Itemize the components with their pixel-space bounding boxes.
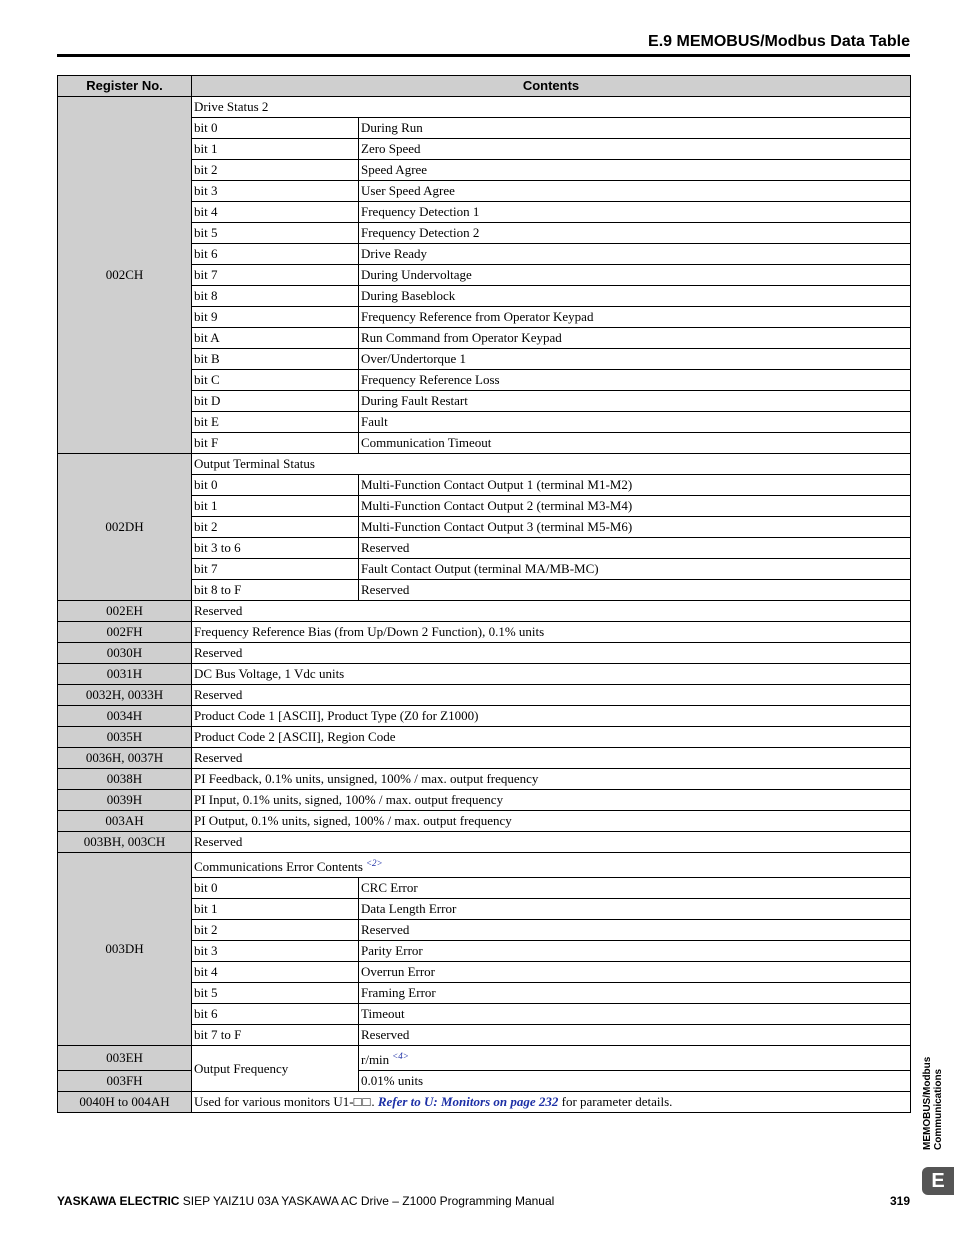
table-row (58, 853, 911, 878)
bit-label-cell: bit C (192, 370, 359, 391)
unit-text: r/min (361, 1052, 390, 1067)
bit-label-cell: bit 4 (192, 202, 359, 223)
page-number: 319 (889, 1194, 910, 1208)
unit-text: 0.01% units (361, 1073, 424, 1088)
contents-cell: Reserved (192, 601, 911, 622)
contents-cell: Product Code 1 [ASCII], Product Type (Z0 for Z1000) (192, 706, 911, 727)
table-row (58, 1046, 911, 1071)
table-row (58, 685, 911, 706)
register-cell: 0040H to 004AH (58, 1092, 192, 1113)
table-row (58, 1092, 911, 1113)
table-row (58, 622, 911, 643)
bit-description-cell: Reserved (359, 580, 911, 601)
table-row (58, 790, 911, 811)
bit-description-cell: Framing Error (359, 983, 911, 1004)
bit-label-cell: bit 3 (192, 941, 359, 962)
register-cell: 0032H, 0033H (58, 685, 192, 706)
bit-label-cell: bit 1 (192, 139, 359, 160)
bit-description-cell: Overrun Error (359, 962, 911, 983)
bit-description-cell: User Speed Agree (359, 181, 911, 202)
table-header-row (58, 76, 911, 97)
bit-description-cell: Speed Agree (359, 160, 911, 181)
contents-cell (192, 1092, 911, 1113)
bit-label-cell: bit A (192, 328, 359, 349)
group-title-cell (192, 853, 911, 878)
bit-description-cell: During Undervoltage (359, 265, 911, 286)
bit-description-cell: Zero Speed (359, 139, 911, 160)
register-cell: 002DH (58, 454, 192, 601)
bit-label-cell: bit 1 (192, 899, 359, 920)
side-tab-label (922, 1030, 944, 1150)
table-row (58, 643, 911, 664)
output-frequency-unit-cell (359, 1046, 911, 1071)
table-row (58, 97, 911, 118)
bit-label-cell: bit D (192, 391, 359, 412)
table-row (58, 811, 911, 832)
bit-label-cell: bit E (192, 412, 359, 433)
bit-label-cell: bit 0 (192, 118, 359, 139)
register-cell: 0034H (58, 706, 192, 727)
table-row (58, 454, 911, 475)
section-title: E.9 MEMOBUS/Modbus Data Table (648, 33, 910, 50)
bit-description-cell: Timeout (359, 1004, 911, 1025)
table-row (58, 832, 911, 853)
monitor-text: Used for various monitors U1- (194, 1094, 354, 1109)
footer-manual-title: SIEP YAIZ1U 03A YASKAWA AC Drive – Z1000 Programming Manual (179, 1194, 555, 1208)
contents-cell: Reserved (192, 832, 911, 853)
contents-cell: Reserved (192, 748, 911, 769)
table-row (58, 601, 911, 622)
register-cell: 0038H (58, 769, 192, 790)
table-body (58, 97, 911, 1113)
bit-description-cell: Frequency Detection 2 (359, 223, 911, 244)
contents-cell: Reserved (192, 643, 911, 664)
chapter-tab[interactable]: E (922, 1167, 954, 1195)
bit-label-cell: bit 7 (192, 559, 359, 580)
bit-description-cell: Communication Timeout (359, 433, 911, 454)
bit-description-cell: Data Length Error (359, 899, 911, 920)
bit-description-cell: Run Command from Operator Keypad (359, 328, 911, 349)
contents-cell: Frequency Reference Bias (from Up/Down 2 Function), 0.1% units (192, 622, 911, 643)
register-cell: 0036H, 0037H (58, 748, 192, 769)
group-title-cell (192, 454, 911, 475)
register-cell: 002FH (58, 622, 192, 643)
side-tab-label-line2: Communications (933, 1068, 944, 1150)
monitor-suffix-text: for parameter details. (558, 1094, 673, 1109)
bit-label-cell: bit 8 to F (192, 580, 359, 601)
register-cell: 003EH (58, 1046, 192, 1071)
bit-label-cell: bit B (192, 349, 359, 370)
footer (57, 1194, 910, 1208)
bit-description-cell: Multi-Function Contact Output 1 (terminal M1-M2) (359, 475, 911, 496)
bit-description-cell: Frequency Reference Loss (359, 370, 911, 391)
bit-description-cell: Frequency Reference from Operator Keypad (359, 307, 911, 328)
bit-label-cell: bit 5 (192, 983, 359, 1004)
bit-label-cell: bit 4 (192, 962, 359, 983)
bit-description-cell: Frequency Detection 1 (359, 202, 911, 223)
group-title: Drive Status 2 (194, 99, 269, 114)
bit-description-cell: During Baseblock (359, 286, 911, 307)
bit-description-cell: Fault (359, 412, 911, 433)
bit-label-cell: bit 7 (192, 265, 359, 286)
bit-description-cell: During Fault Restart (359, 391, 911, 412)
bit-description-cell: Reserved (359, 538, 911, 559)
bit-label-cell: bit 8 (192, 286, 359, 307)
group-title: Output Terminal Status (194, 456, 315, 471)
bit-description-cell: Reserved (359, 920, 911, 941)
bit-label-cell: bit 3 (192, 181, 359, 202)
bit-label-cell: bit 1 (192, 496, 359, 517)
bit-label-cell: bit 2 (192, 160, 359, 181)
group-title: Communications Error Contents (194, 859, 363, 874)
separator-text: . (371, 1094, 378, 1109)
bit-description-cell: Drive Ready (359, 244, 911, 265)
side-tab-label-line1: MEMOBUS/Modbus (922, 1056, 933, 1150)
register-cell: 0035H (58, 727, 192, 748)
footer-brand: YASKAWA ELECTRIC (57, 1194, 180, 1208)
table-row (58, 748, 911, 769)
bit-label-cell: bit 6 (192, 244, 359, 265)
contents-cell: PI Output, 0.1% units, signed, 100% / max. output frequency (192, 811, 911, 832)
register-cell: 003DH (58, 853, 192, 1046)
bit-label-cell: bit 2 (192, 920, 359, 941)
contents-cell: PI Input, 0.1% units, signed, 100% / max. output frequency (192, 790, 911, 811)
bit-description-cell: Multi-Function Contact Output 3 (terminal M5-M6) (359, 517, 911, 538)
bit-label-cell: bit 5 (192, 223, 359, 244)
table-row (58, 727, 911, 748)
bit-label-cell: bit 7 to F (192, 1025, 359, 1046)
contents-cell: DC Bus Voltage, 1 Vdc units (192, 664, 911, 685)
bit-description-cell: Fault Contact Output (terminal MA/MB-MC) (359, 559, 911, 580)
table-row (58, 706, 911, 727)
contents-cell: Product Code 2 [ASCII], Region Code (192, 727, 911, 748)
table-row (58, 664, 911, 685)
bit-label-cell: bit 0 (192, 878, 359, 899)
bit-description-cell: Reserved (359, 1025, 911, 1046)
register-table (57, 75, 911, 1113)
note-reference: <2> (365, 858, 383, 868)
register-cell: 002EH (58, 601, 192, 622)
bit-label-cell: bit F (192, 433, 359, 454)
group-title-cell (192, 97, 911, 118)
placeholder-boxes: □□ (353, 1094, 372, 1109)
bit-description-cell: Multi-Function Contact Output 2 (terminal M3-M4) (359, 496, 911, 517)
register-cell: 0031H (58, 664, 192, 685)
register-cell: 003BH, 003CH (58, 832, 192, 853)
bit-description-cell: Over/Undertorque 1 (359, 349, 911, 370)
bit-description-cell: Parity Error (359, 941, 911, 962)
table-row (58, 1071, 911, 1092)
register-cell: 003FH (58, 1071, 192, 1092)
output-frequency-label-cell: Output Frequency (192, 1046, 359, 1092)
output-frequency-unit-cell (359, 1071, 911, 1092)
bit-label-cell: bit 3 to 6 (192, 538, 359, 559)
contents-cell: PI Feedback, 0.1% units, unsigned, 100% / max. output frequency (192, 769, 911, 790)
bit-description-cell: During Run (359, 118, 911, 139)
bit-label-cell: bit 9 (192, 307, 359, 328)
title-rule (57, 54, 910, 57)
bit-label-cell: bit 2 (192, 517, 359, 538)
register-cell: 003AH (58, 811, 192, 832)
register-cell: 0030H (58, 643, 192, 664)
bit-description-cell: CRC Error (359, 878, 911, 899)
bit-label-cell: bit 0 (192, 475, 359, 496)
contents-cell: Reserved (192, 685, 911, 706)
monitors-page-link[interactable]: Refer to U: Monitors on page 232 (377, 1094, 559, 1109)
column-header-contents: Contents (192, 76, 911, 97)
table-row (58, 769, 911, 790)
note-reference: <4> (392, 1051, 409, 1061)
bit-label-cell: bit 6 (192, 1004, 359, 1025)
register-cell: 002CH (58, 97, 192, 454)
column-header-register: Register No. (58, 76, 192, 97)
register-cell: 0039H (58, 790, 192, 811)
